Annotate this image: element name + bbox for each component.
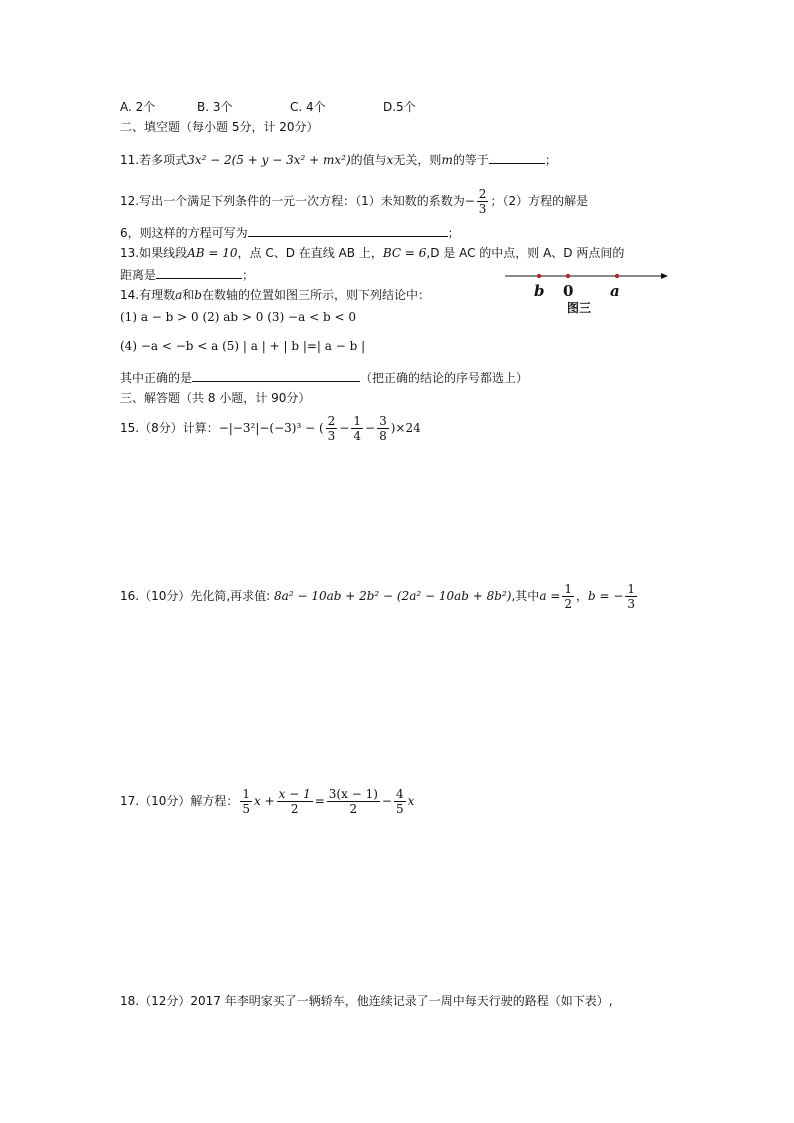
q14-var-a: a (175, 288, 183, 302)
q12-line2: 6，则这样的方程可写为 (120, 226, 248, 240)
q12-line1: 12.写出一个满足下列条件的一元一次方程：（1）未知数的系数为 (120, 194, 465, 208)
q15-expr-end: )×24 (390, 421, 421, 435)
q13-ab: AB = 10 (187, 246, 238, 260)
q14-options-line2: (4) −a < −b < a (5) | a | + | b |=| a − b | (120, 339, 366, 353)
q14-mid1: 和 (182, 288, 195, 302)
question-13-line1 (120, 245, 624, 261)
q11-mid2: 无关，则 (393, 153, 442, 167)
question-16 (120, 578, 639, 614)
number-line-figure (500, 268, 670, 318)
q15-expr-start: −|−3²|−(−3)³ − ( (218, 421, 324, 435)
q16-mid: ,其中 (511, 589, 540, 603)
q11-prefix: 11.若多项式 (120, 153, 188, 167)
q11-formula: 3x² − 2(5 + y − 3x² + mx²) (187, 153, 351, 167)
q12-end: ； (447, 226, 460, 240)
q17-minus: − (381, 794, 392, 808)
q16-expr: 8a² − 10ab + 2b² − (2a² − 10ab + 8b²) (274, 589, 512, 603)
q17-fraction-2: $\frac{x - 1}{2}$ (278, 787, 311, 816)
q15-prefix: 15.（8分）计算： (120, 421, 219, 435)
q16-b-fraction: $\frac{1}{3}$ (627, 582, 636, 611)
question-14-stem (120, 287, 430, 303)
q14-answer-line (120, 369, 528, 386)
q12-line1-rest: ；（2）方程的解是 (490, 194, 589, 208)
number-line-arrow-icon (661, 273, 668, 279)
q15-fraction-3: $\frac{3}{8}$ (379, 414, 387, 443)
section-3-header: 三、解答题（共 8 小题，计 90分） (120, 391, 311, 405)
question-13-line2 (120, 266, 254, 283)
q14-var-b: b (194, 288, 202, 302)
q11-var-m: m (441, 153, 453, 167)
q12-fraction: $\frac{2}{3}$ (478, 187, 487, 216)
label-a: a (610, 282, 620, 300)
q13-mid1: ，点 C、D 在直线 AB 上， (237, 246, 383, 260)
q13-bc: BC = 6 (382, 246, 427, 260)
q14-prefix: 14.有理数 (120, 288, 176, 302)
option-b: B. 3个 (197, 100, 233, 114)
q17-fraction-1: $\frac{1}{5}$ (242, 787, 250, 816)
q14-rest: 在数轴的位置如图三所示，则下列结论中： (201, 288, 430, 302)
option-c: C. 4个 (290, 100, 326, 114)
label-b: b (534, 282, 545, 300)
figure-caption: 图三 (567, 301, 592, 315)
q17-x1: x + (254, 794, 275, 808)
point-b (537, 274, 541, 278)
q16-a-fraction: $\frac{1}{2}$ (564, 582, 572, 611)
question-11 (120, 151, 557, 168)
q13-line2: 距离是 (120, 268, 157, 282)
q13-prefix: 13.如果线段 (120, 246, 188, 260)
question-15: 15.（8分）计算：−|−3²|−(−3)³ − ( $\frac{2}{3}$ − $\frac{1}{4}$ − $\frac{3}{8}$ )×24 (120, 414, 421, 443)
q16-sep: ， (575, 589, 588, 603)
q16-a-eq: a = (539, 589, 561, 603)
q13-answer-blank[interactable] (156, 266, 242, 279)
q13-end: ； (242, 268, 255, 282)
q14-answer-prefix: 其中正确的是 (120, 371, 193, 385)
q17-fraction-4: $\frac{4}{5}$ (395, 787, 404, 816)
q11-suffix: 的等于 (452, 153, 489, 167)
q12-answer-blank[interactable] (248, 224, 448, 237)
q15-fraction-2: $\frac{1}{4}$ (353, 414, 362, 443)
label-0: 0 (563, 282, 574, 300)
q14-options-line1: (1) a − b > 0 (2) ab > 0 (3) −a < b < 0 (120, 310, 356, 324)
q11-mid: 的值与 (350, 153, 387, 167)
question-12-line2 (120, 224, 460, 241)
q13-mid2: ,D 是 AC 的中点，则 A、D 两点间的 (426, 246, 625, 260)
q15-fraction-1: $\frac{2}{3}$ (327, 414, 336, 443)
q16-b-eq: b = − (588, 589, 624, 603)
q17-x2: x (407, 794, 415, 808)
question-17 (120, 783, 414, 819)
option-a: A. 2个 (120, 100, 156, 114)
q14-answer-suffix: （把正确的结论的序号都选上） (360, 371, 529, 385)
question-18: 18.（12分）2017 年李明家买了一辆轿车，他连续记录了一周中每天行驶的路程（如下表）, (120, 994, 613, 1008)
q14-answer-blank[interactable] (192, 369, 360, 382)
section-2-header: 二、填空题（每小题 5分，计 20分） (120, 120, 319, 134)
option-d: D.5个 (383, 100, 416, 114)
q11-answer-blank[interactable] (489, 151, 545, 164)
q11-var-x: x (386, 153, 394, 167)
q17-prefix: 17.（10分）解方程： (120, 794, 239, 808)
point-a (615, 274, 619, 278)
question-12-line1: 12.写出一个满足下列条件的一元一次方程：（1）未知数的系数为− $\frac{2}{3}$ ；（2）方程的解是 (120, 187, 589, 216)
q11-end: ； (544, 153, 557, 167)
q17-eq: = (314, 794, 325, 808)
q16-prefix: 16.（10分）先化简,再求值: (120, 589, 275, 603)
q17-fraction-3: $\frac{3(x - 1)}{2}$ (328, 787, 378, 816)
point-0 (566, 274, 570, 278)
